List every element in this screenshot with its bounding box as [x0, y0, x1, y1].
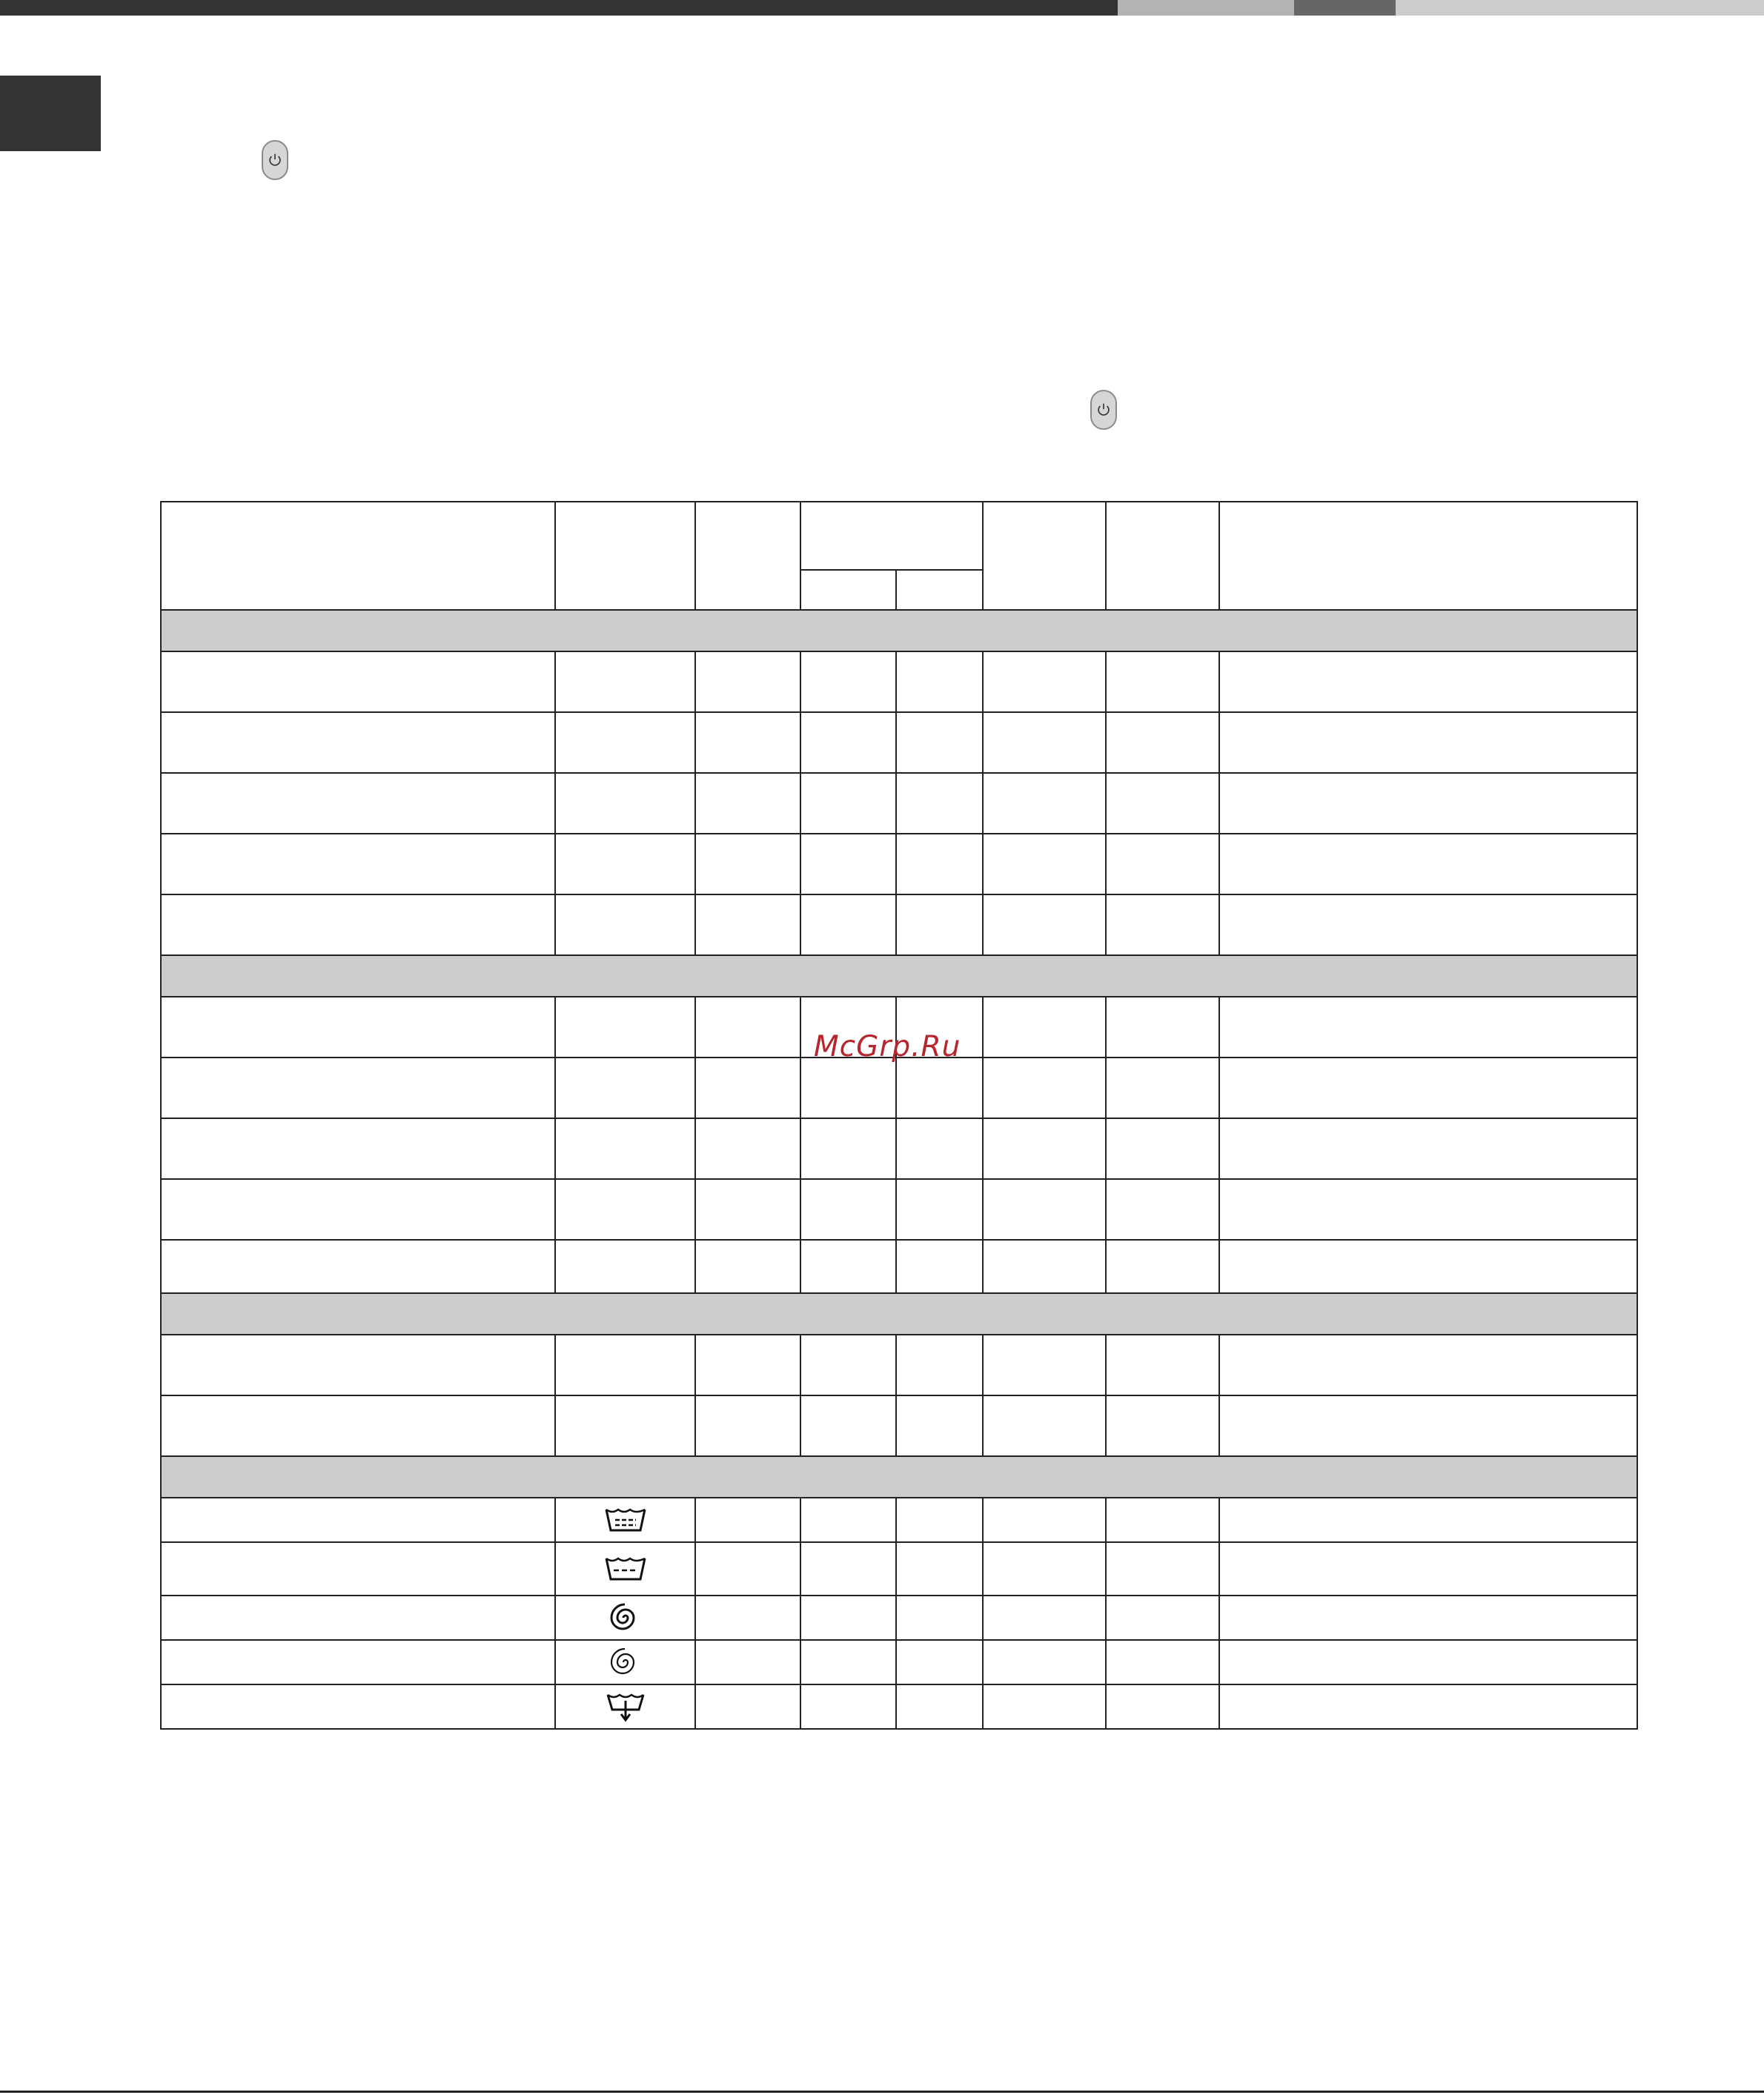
table-row	[161, 773, 1637, 834]
spin-delicate-icon	[555, 1640, 695, 1684]
table-row	[161, 651, 1637, 712]
header-bar-light	[1118, 0, 1294, 16]
header-cell-duration	[1106, 502, 1219, 610]
power-icon	[267, 152, 283, 168]
watermark: McGrp.Ru	[814, 1030, 961, 1063]
header-cell-detergents	[800, 502, 983, 570]
group-row	[161, 610, 1637, 651]
language-tab	[0, 76, 101, 151]
table-row	[161, 894, 1637, 955]
header-bar-pale	[1396, 0, 1764, 16]
spin-icon	[555, 1596, 695, 1640]
table-row	[161, 1058, 1637, 1118]
header-cell-temperature	[695, 502, 800, 610]
table-row	[161, 1542, 1637, 1596]
table-row	[161, 1684, 1637, 1729]
header-cell-detergent-wash	[800, 570, 896, 610]
table-row	[161, 1640, 1637, 1684]
programme-table	[160, 501, 1638, 1730]
table-row	[161, 834, 1637, 894]
header-cell-programme	[161, 502, 555, 610]
table-row	[161, 1118, 1637, 1179]
footer-rule	[0, 2091, 1764, 2093]
rinse-delicate-icon	[555, 1542, 695, 1596]
table-header-row	[161, 502, 1637, 570]
table-row	[161, 1240, 1637, 1293]
table-row	[161, 712, 1637, 773]
table-row	[161, 1335, 1637, 1395]
table-row	[161, 1395, 1637, 1456]
table-row	[161, 1179, 1637, 1240]
table-row	[161, 1498, 1637, 1542]
header-bar-dark	[0, 0, 1118, 16]
header-cell-notes	[1219, 502, 1637, 610]
group-row	[161, 1456, 1637, 1498]
header-cell-detergent-softener	[896, 570, 983, 610]
group-row	[161, 955, 1637, 997]
rinse-icon	[555, 1498, 695, 1542]
group-row	[161, 1293, 1637, 1335]
table-row	[161, 1596, 1637, 1640]
header-cell-load	[983, 502, 1106, 610]
drain-icon	[555, 1684, 695, 1729]
power-button[interactable]	[262, 140, 288, 180]
power-button-inline[interactable]	[1090, 390, 1117, 430]
header-cell-symbol	[555, 502, 695, 610]
header-bar-mid	[1294, 0, 1396, 16]
power-icon	[1095, 402, 1112, 418]
